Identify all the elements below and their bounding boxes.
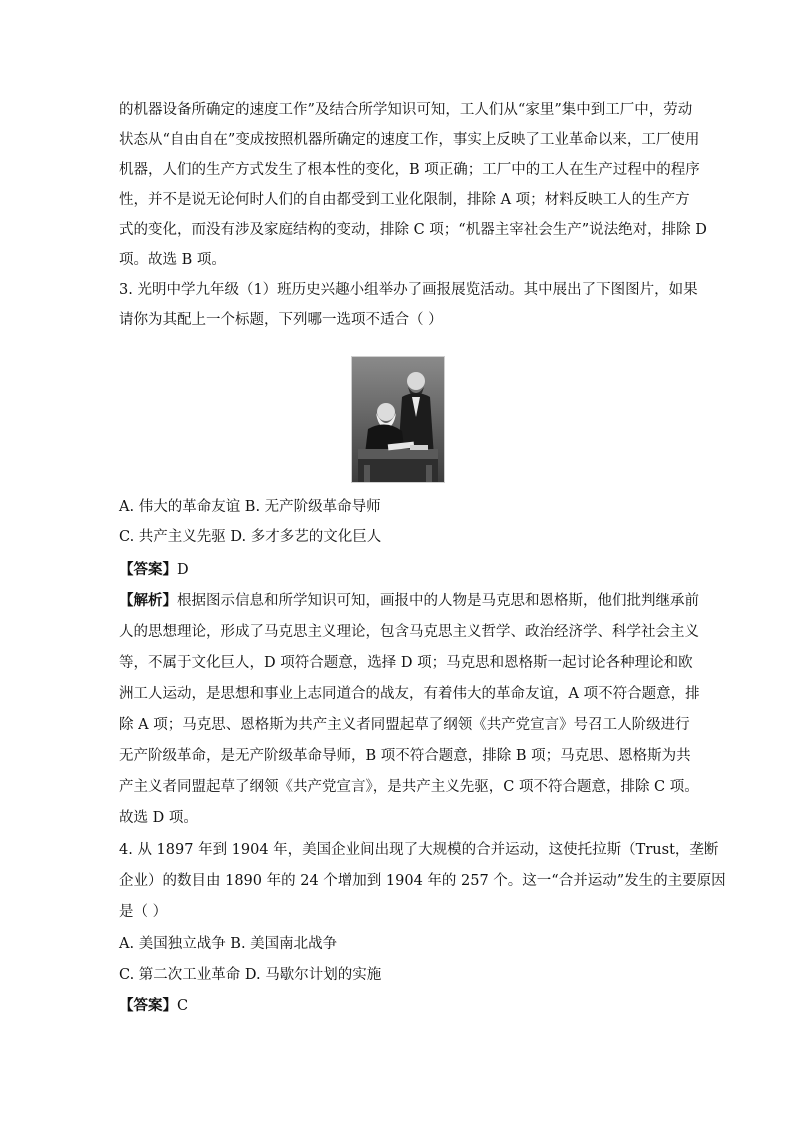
q4-stem-line-3: 是（ ） — [119, 904, 168, 920]
q3-analysis-line-2: 人的思想理论，形成了马克思主义理论，包含马克思主义哲学、政治经济学、科学社会主义 — [119, 624, 699, 640]
q3-analysis-line-8: 故选 D 项。 — [119, 810, 198, 826]
analysis-prev-line-3: 机器，人们的生产方式发生了根本性的变化，B 项正确；工厂中的工人在生产过程中的程序 — [119, 162, 700, 178]
answer-label: 【答案】 — [119, 997, 177, 1014]
q3-analysis-line-5: 除 A 项；马克思、恩格斯为共产主义者同盟起草了纲领《共产党宣言》号召工人阶级进行 — [119, 717, 690, 733]
analysis-prev-line-4: 性，并不是说无论何时人们的自由都受到工业化限制，排除 A 项；材料反映工人的生产方 — [119, 192, 690, 208]
analysis-label: 【解析】 — [119, 592, 177, 609]
q3-analysis-line-7: 产主义者同盟起草了纲领《共产党宣言》，是共产主义先驱，C 项不符合题意，排除 C 项。 — [119, 779, 699, 795]
q3-analysis-line-6: 无产阶级革命，是无产阶级革命导师，B 项不符合题意，排除 B 项；马克思、恩格斯为共 — [119, 748, 691, 764]
analysis-prev-line-5: 式的变化，而没有涉及家庭结构的变动，排除 C 项；“机器主宰社会生产”说法绝对，排除 D — [119, 222, 707, 238]
analysis-prev-line-1: 的机器设备所确定的速度工作”及结合所学知识可知，工人们从“家里”集中到工厂中，劳动 — [119, 102, 693, 118]
q3-options-line-2: C. 共产主义先驱 D. 多才多艺的文化巨人 — [119, 529, 382, 545]
analysis-text: 根据图示信息和所学知识可知，画报中的人物是马克思和恩格斯，他们批判继承前 — [177, 593, 699, 609]
q4-options-line-2: C. 第二次工业革命 D. 马歇尔计划的实施 — [119, 967, 382, 983]
q4-options-line-1: A. 美国独立战争 B. 美国南北战争 — [119, 936, 338, 952]
answer-value: D — [177, 562, 189, 578]
q4-stem-line-2: 企业）的数目由 1890 年的 24 个增加到 1904 年的 257 个。这一“合并运动”发生的主要原因 — [119, 873, 726, 889]
q3-stem-line-1: 3. 光明中学九年级（1）班历史兴趣小组举办了画报展览活动。其中展出了下图图片，如果 — [119, 282, 698, 298]
answer-label: 【答案】 — [119, 561, 177, 578]
answer-value: C — [177, 998, 189, 1014]
q4-stem-line-1: 4. 从 1897 年到 1904 年，美国企业间出现了大规模的合并运动，这使托拉斯（Trust，垄断 — [119, 842, 719, 858]
q3-stem-line-2: 请你为其配上一个标题，下列哪一选项不适合（ ） — [119, 312, 443, 328]
analysis-prev-line-6: 项。故选 B 项。 — [119, 252, 226, 268]
q3-options-line-1: A. 伟大的革命友谊 B. 无产阶级革命导师 — [119, 499, 381, 515]
marx-engels-photo — [351, 356, 445, 483]
q4-answer — [119, 996, 188, 1016]
analysis-prev-line-2: 状态从“自由自在”变成按照机器所确定的速度工作，事实上反映了工业革命以来，工厂使用 — [119, 132, 700, 148]
q3-answer — [119, 560, 189, 580]
q3-analysis-line-4: 洲工人运动，是思想和事业上志同道合的战友，有着伟大的革命友谊，A 项不符合题意，排 — [119, 686, 700, 702]
q3-analysis-line-1 — [119, 591, 699, 611]
q3-analysis-line-3: 等，不属于文化巨人，D 项符合题意，选择 D 项；马克思和恩格斯一起讨论各种理论和欧 — [119, 655, 693, 671]
